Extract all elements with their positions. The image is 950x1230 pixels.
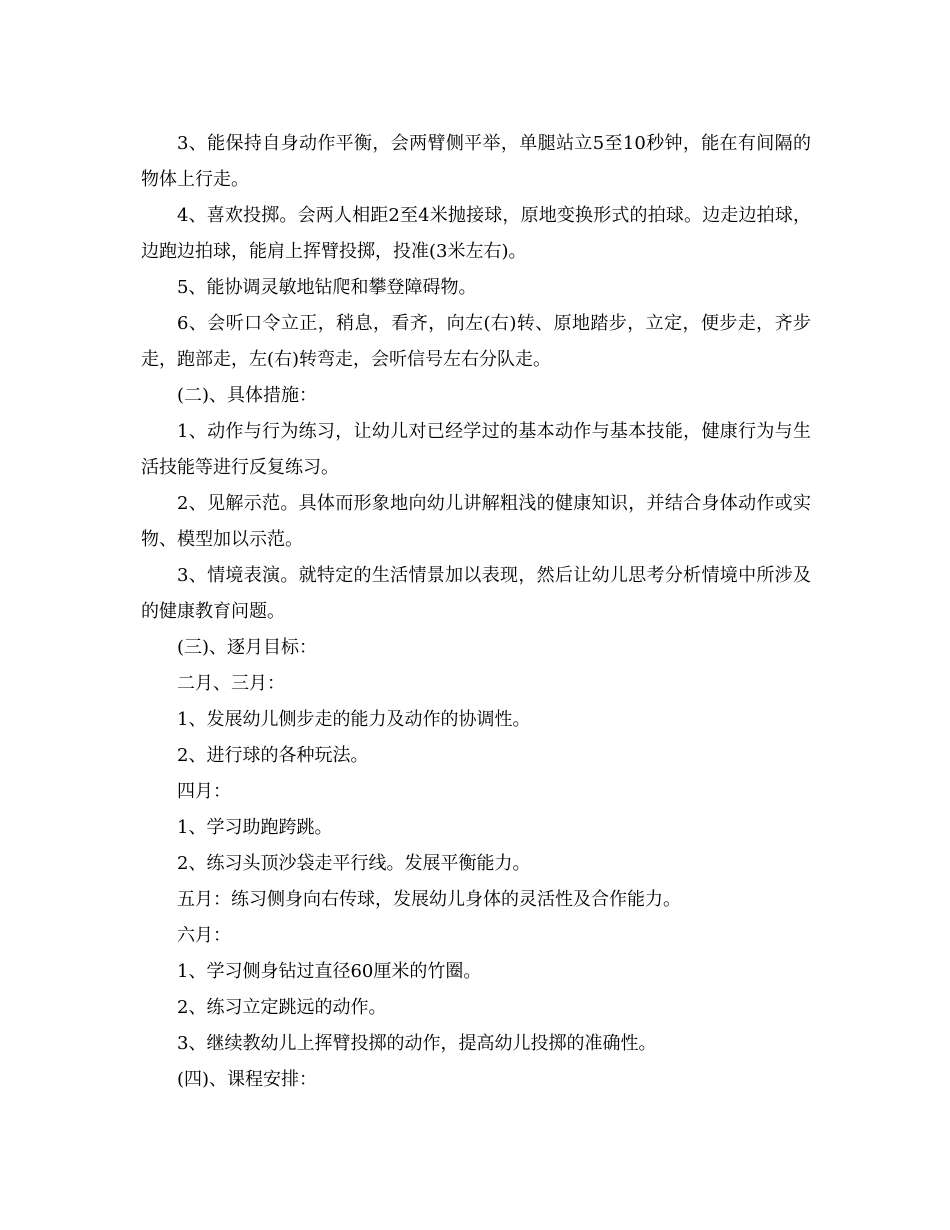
paragraph: 5、能协调灵敏地钻爬和攀登障碍物。 — [177, 277, 477, 298]
section-heading: (四)、课程安排： — [177, 1069, 318, 1090]
paragraph: 2、练习立定跳远的动作。 — [177, 997, 387, 1018]
paragraph: 3、能保持自身动作平衡，会两臂侧平举，单腿站立5至10秒钟，能在有间隔的物体上行走。 — [141, 133, 811, 190]
month-heading: 二月、三月： — [177, 673, 285, 694]
paragraph: 4、喜欢投掷。会两人相距2至4米抛接球，原地变换形式的拍球。边走边拍球，边跑边拍球，能肩上挥臂投掷，投准(3米左右)。 — [141, 205, 811, 262]
paragraph: 2、进行球的各种玩法。 — [177, 745, 369, 766]
paragraph: 1、动作与行为练习，让幼儿对已经学过的基本动作与基本技能，健康行为与生活技能等进行反复练习。 — [141, 421, 811, 478]
section-heading: (二)、具体措施： — [177, 385, 318, 406]
document-body — [141, 126, 811, 1098]
month-heading: 六月： — [177, 925, 231, 946]
paragraph: 1、发展幼儿侧步走的能力及动作的协调性。 — [177, 709, 531, 730]
paragraph: 1、学习助跑跨跳。 — [177, 817, 333, 838]
section-heading: (三)、逐月目标： — [177, 637, 318, 658]
paragraph: 3、情境表演。就特定的生活情景加以表现，然后让幼儿思考分析情境中所涉及的健康教育问题。 — [141, 565, 811, 622]
month-heading: 四月： — [177, 781, 231, 802]
paragraph: 2、见解示范。具体而形象地向幼儿讲解粗浅的健康知识，并结合身体动作或实物、模型加以示范。 — [141, 493, 811, 550]
paragraph: 五月：练习侧身向右传球，发展幼儿身体的灵活性及合作能力。 — [177, 889, 681, 910]
paragraph: 2、练习头顶沙袋走平行线。发展平衡能力。 — [177, 853, 531, 874]
paragraph: 1、学习侧身钻过直径60厘米的竹圈。 — [177, 961, 482, 982]
paragraph: 3、继续教幼儿上挥臂投掷的动作，提高幼儿投掷的准确性。 — [177, 1033, 657, 1054]
paragraph: 6、会听口令立正，稍息，看齐，向左(右)转、原地踏步，立定，便步走，齐步走，跑部走，左(右)转弯走，会听信号左右分队走。 — [141, 313, 811, 370]
